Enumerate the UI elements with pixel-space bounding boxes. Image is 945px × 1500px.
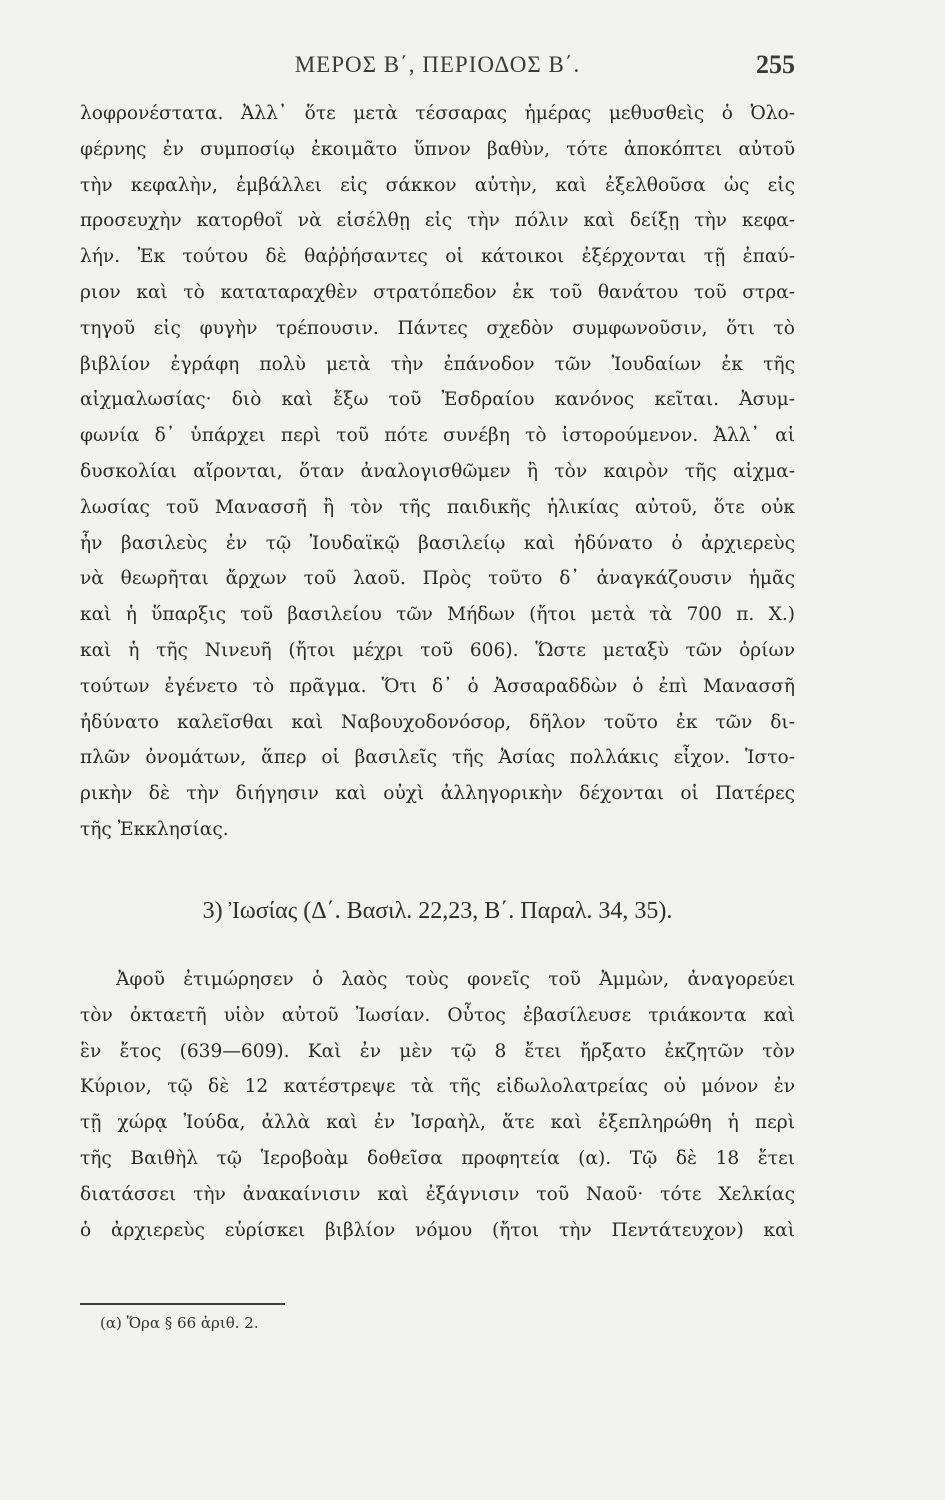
paragraph-judith-narrative [80, 96, 795, 848]
text-line: τῆς Βαιθὴλ τῷ Ἱεροβοὰμ δοθεῖσα προφητεία (α). Τῷ δὲ 18 ἔτει [80, 1147, 795, 1169]
footnote: (α) Ὅρα § 66 ἀριθ. 2. [100, 1314, 259, 1332]
text-line: φωνία δ᾽ ὑπάρχει περὶ τοῦ πότε συνέβη τὸ ἱστορούμενον. Ἀλλ᾽ αἱ [80, 425, 795, 447]
text-line: καὶ ἡ ὕπαρξις τοῦ βασιλείου τῶν Μήδων (ἤτοι μετὰ τὰ 700 π. Χ.) [80, 604, 795, 626]
section-heading-josiah: 3) Ἰωσίας (Δ΄. Βασιλ. 22,23, Β΄. Παραλ. 34, 35). [202, 898, 673, 924]
text-line: Κύριον, τῷ δὲ 12 κατέστρεψε τὰ τῆς εἰδωλολατρείας οὐ μόνον ἐν [80, 1076, 795, 1098]
text-line: ἠδύνατο καλεῖσθαι καὶ Ναβουχοδονόσορ, δῆλον τοῦτο ἐκ τῶν δι- [80, 711, 795, 733]
text-line: αἰχμαλωσίας· διὸ καὶ ἔξω τοῦ Ἐσδραίου κανόνος κεῖται. Ἀσυμ- [80, 389, 795, 411]
paragraph-josiah-reign [80, 962, 795, 1248]
text-line: τῇ χώρᾳ Ἰούδα, ἀλλὰ καὶ ἐν Ἰσραὴλ, ἅτε καὶ ἐξεπληρώθη ἡ περὶ [80, 1112, 795, 1134]
text-line: τούτων ἐγένετο τὸ πρᾶγμα. Ὅτι δ᾽ ὁ Ἀσσαραδδὼν ὁ ἐπὶ Μανασσῆ [80, 675, 795, 697]
text-line: τὸν ὀκταετῆ υἱὸν αὐτοῦ Ἰωσίαν. Οὗτος ἐβασίλευσε τριάκοντα καὶ [80, 1004, 795, 1026]
text-line: ἦν βασιλεὺς ἐν τῷ Ἰουδαϊκῷ βασιλείῳ καὶ ἠδύνατο ὁ ἀρχιερεὺς [80, 532, 795, 554]
text-line: ριον καὶ τὸ καταταραχθὲν στρατόπεδον ἐκ τοῦ θανάτου τοῦ στρα- [80, 281, 795, 303]
text-line: διατάσσει τὴν ἀνακαίνισιν καὶ ἐξάγνισιν τοῦ Ναοῦ· τότε Χελκίας [80, 1183, 795, 1205]
page-header [80, 48, 795, 84]
footnote-divider [80, 1303, 285, 1305]
text-line: βιβλίον ἐγράφη πολὺ μετὰ τὴν ἐπάνοδον τῶν Ἰουδαίων ἐκ τῆς [80, 353, 795, 375]
text-line: λοφρονέστατα. Ἀλλ᾽ ὅτε μετὰ τέσσαρας ἡμέρας μεθυσθεὶς ὁ Ὀλο- [80, 103, 795, 124]
text-line: πλῶν ὀνομάτων, ἅπερ οἱ βασιλεῖς τῆς Ἀσίας πολλάκις εἶχον. Ἱστο- [80, 747, 795, 769]
text-line: τῆς Ἐκκλησίας. [80, 818, 229, 840]
text-line: προσευχὴν κατορθοῖ νὰ εἰσέλθῃ εἰς τὴν πόλιν καὶ δείξῃ τὴν κεφα- [80, 210, 795, 232]
page-number: 255 [756, 50, 795, 79]
text-line: λήν. Ἐκ τούτου δὲ θαῤῥήσαντες οἱ κάτοικοι ἐξέρχονται τῇ ἐπαύ- [80, 246, 795, 268]
running-head: ΜΕΡΟΣ Β΄, ΠΕΡΙΟΔΟΣ Β΄. [294, 52, 581, 77]
text-line: ἓν ἔτος (639—609). Καὶ ἐν μὲν τῷ 8 ἔτει ἤρξατο ἐκζητῶν τὸν [80, 1040, 795, 1062]
text-line: ὁ ἀρχιερεὺς εὑρίσκει βιβλίον νόμου (ἤτοι τὴν Πεντάτευχον) καὶ [80, 1219, 795, 1241]
text-line: νὰ θεωρῆται ἄρχων τοῦ λαοῦ. Πρὸς τοῦτο δ᾽ ἀναγκάζουσιν ἡμᾶς [80, 568, 795, 590]
text-line: δυσκολίαι αἴρονται, ὅταν ἀναλογισθῶμεν ἢ τὸν καιρὸν τῆς αἰχμα- [80, 460, 795, 482]
text-line: καὶ ἡ τῆς Νινευῆ (ἤτοι μέχρι τοῦ 606). Ὥστε μεταξὺ τῶν ὁρίων [80, 639, 795, 661]
text-line: ρικὴν δὲ τὴν διήγησιν καὶ οὐχὶ ἀλληγορικὴν δέχονται οἱ Πατέρες [80, 783, 795, 805]
text-line: φέρνης ἐν συμποσίῳ ἐκοιμᾶτο ὕπνον βαθὺν, τότε ἀποκόπτει αὐτοῦ [80, 138, 795, 160]
text-line: Ἀφοῦ ἐτιμώρησεν ὁ λαὸς τοὺς φονεῖς τοῦ Ἀμμὼν, ἀναγορεύει [116, 969, 795, 990]
text-line: τηγοῦ εἰς φυγὴν τρέπουσιν. Πάντες σχεδὸν συμφωνοῦσιν, ὅτι τὸ [80, 317, 795, 339]
text-line: λωσίας τοῦ Μανασσῆ ἢ τὸν τῆς παιδικῆς ἡλικίας αὐτοῦ, ὅτε οὐκ [80, 496, 795, 518]
text-line: τὴν κεφαλὴν, ἐμβάλλει εἰς σάκκον αὐτὴν, καὶ ἐξελθοῦσα ὡς εἰς [80, 174, 795, 196]
